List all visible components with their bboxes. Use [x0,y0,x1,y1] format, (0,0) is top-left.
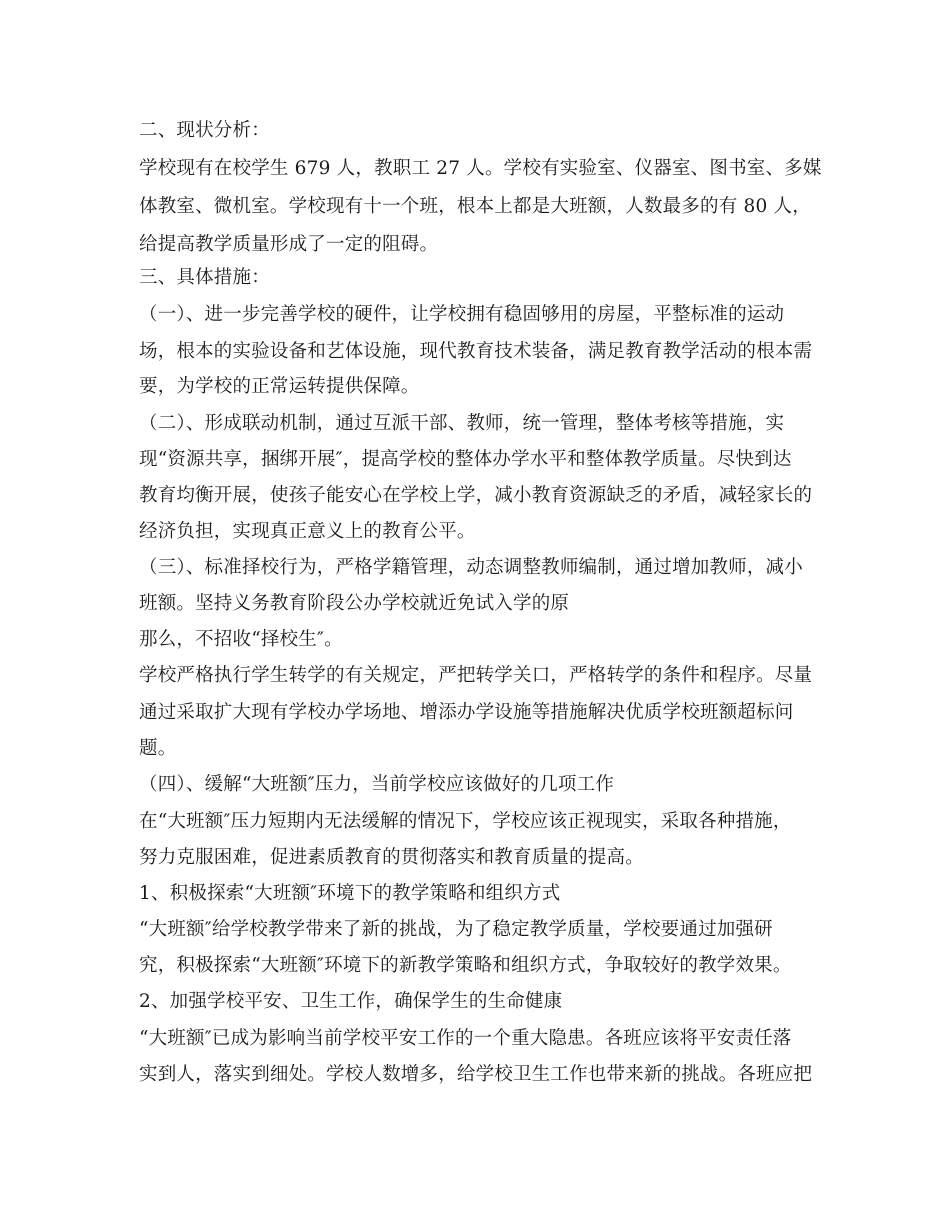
text-line: 2、加强学校平安、卫生工作，确保学生的生命健康 [139,991,563,1012]
text-line: 1、积极探索“大班额″环境下的教学策略和组织方式 [139,883,561,904]
text-line: 究，积极探索“大班额″环境下的新教学策略和组织方式，争取较好的教学效果。 [139,955,792,976]
text-line: （二）、形成联动机制，通过互派干部、教师，统一管理，整体考核等措施，实 [139,413,785,434]
text-line: “大班额″已成为影响当前学校平安工作的一个重大隐患。各班应该将平安责任落 [139,1028,792,1049]
section-heading: 二、现状分析： [139,120,270,141]
text-line: 题。 [139,738,177,759]
text-line: 学校严格执行学生转学的有关规定，严把转学关口，严格转学的条件和程序。尽量 [139,665,813,686]
text-line: 场，根本的实验设备和艺体设施，现代教育技术装备，满足教育教学活动的根本需 [139,341,813,362]
text-line: （三）、标准择校行为，严格学籍管理，动态调整教师编制，通过增加教师，减小 [139,557,803,578]
text-line: 班额。坚持义务教育阶段公办学校就近免试入学的原 [139,593,570,614]
text-line: （一）、进一步完善学校的硬件，让学校拥有稳固够用的房屋，平整标准的运动 [139,304,785,325]
text-line: “大班额″给学校教学带来了新的挑战，为了稳定教学质量，学校要通过加强研 [139,919,773,940]
text-line: 那么，不招收“择校生″。 [139,629,343,650]
text-line: 努力克服困难，促进素质教育的贯彻落实和教育质量的提高。 [139,847,644,868]
text-line: 体教室、微机室。学校现有十一个班，根本上都是大班额，人数最多的有 80 人， [139,196,811,217]
text-line: 实到人，落实到细处。学校人数增多，给学校卫生工作也带来新的挑战。各班应把 [139,1064,813,1085]
text-line: 经济负担，实现真正意义上的教育公平。 [139,521,476,542]
text-line: 给提高教学质量形成了一定的阻碍。 [139,234,439,255]
text-line: 现“资源共享，捆绑开展″，提高学校的整体办学水平和整体教学质量。尽快到达 [139,449,792,470]
text-line: 学校现有在校学生 679 人，教职工 27 人。学校有实验室、仪器室、图书室、多媒 [139,158,822,179]
text-line: 要，为学校的正常运转提供保障。 [139,376,420,397]
text-line: （四）、缓解“大班额″压力，当前学校应该做好的几项工作 [139,774,615,795]
text-line: 教育均衡开展，使孩子能安心在学校上学，减小教育资源缺乏的矛盾，减轻家长的 [139,485,813,506]
section-heading: 三、具体措施： [139,267,270,288]
text-line: 通过采取扩大现有学校办学场地、增添办学设施等措施解决优质学校班额超标问 [139,702,794,723]
text-line: 在“大班额″压力短期内无法缓解的情况下，学校应该正视现实，采取各种措施， [139,811,792,832]
